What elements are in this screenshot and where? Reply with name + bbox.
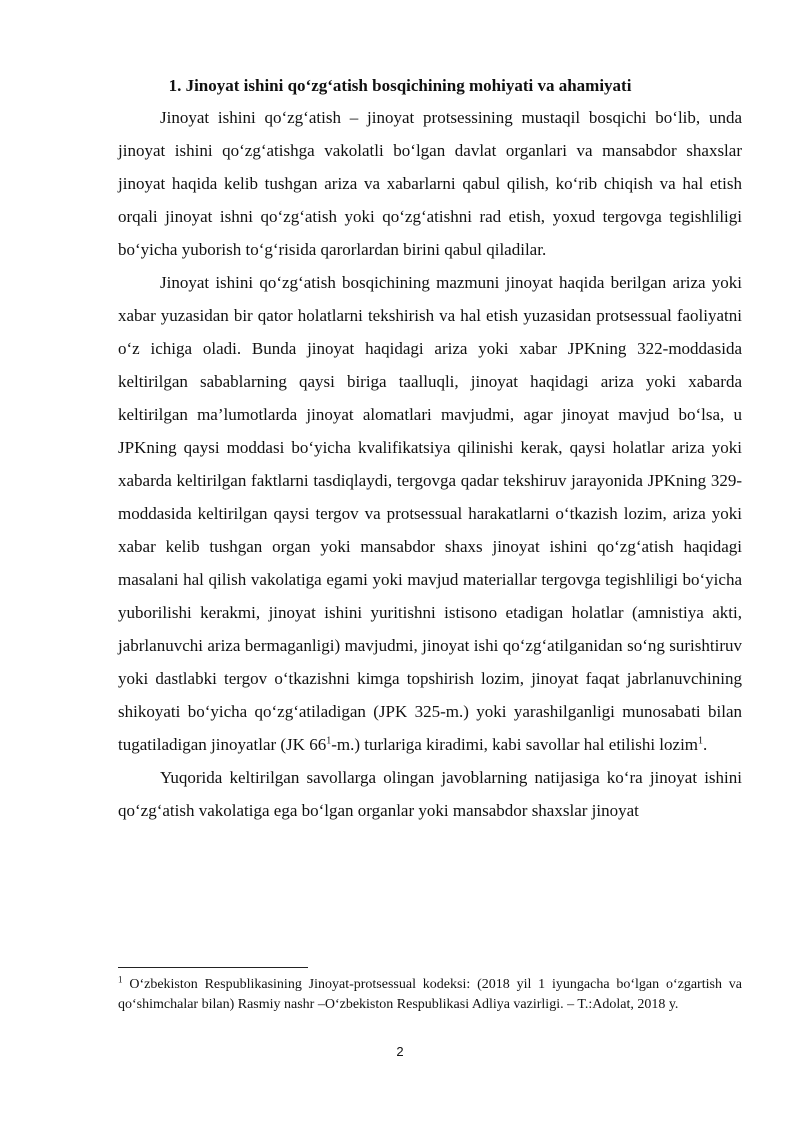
paragraph-1: Jinoyat ishini qo‘zg‘atish – jinoyat protsessining mustaqil bosqichi bo‘lib, unda jinoyat ishini qo‘zg‘atishga vakolatli bo‘lgan davlat organlari va mansabdor shaxslar jinoyat haqida kelib tushgan ariza va xabarlarni qabul qilish, ko‘rib chiqish va hal etish orqali jinoyat ishni qo‘zg‘atish yoki qo‘zg‘atishni rad etish, yoxud tergovga tegishliligi bo‘yicha yuborish to‘g‘risida qarorlardan birini qabul qiladilar. bbox=[118, 108, 742, 259]
footnote bbox=[118, 975, 742, 1015]
paragraph-2-end: . bbox=[703, 735, 708, 754]
footnote-separator bbox=[118, 967, 308, 968]
footnote-reference[interactable]: 1 bbox=[698, 735, 704, 747]
paragraph-3: Yuqorida keltirilgan savollarga olingan javoblarning natijasiga ko‘ra jinoyat ishini qo‘zg‘atish vakolatiga ega bo‘lgan organlar yoki mansabdor shaxslar jinoyat bbox=[118, 768, 742, 820]
paragraph-2-text-a: Jinoyat ishini qo‘zg‘atish bosqichining mazmuni jinoyat haqida berilgan ariza yoki xabar yuzasidan bir qator holatlarni tekshirish va hal etish yuzasidan protsessual faoliyatni o‘z ichiga oladi. Bunda jinoyat haqidagi ariza yoki xabar JPKning 322-moddasida keltirilgan sabablarning qaysi biriga taalluqli, jinoyat haqidagi ariza yoki xabarda keltirilgan ma’lumotlarda jinoyat alomatlari mavjudmi, agar jinoyat mavjud bo‘lsa, u JPKning qaysi moddasi bo‘yicha kvalifikatsiya qilinishi kerak, qaysi holatlar ariza yoki xabarda keltirilgan faktlarni tasdiqlaydi, tergovga qadar tekshiruv jarayonida JPKning 329-moddasida keltirilgan qaysi tergov va protsessual harakatlarni o‘tkazish lozim, ariza yoki xabar kelib tushgan organ yoki mansabdor shaxs jinoyat ishini qo‘zg‘atish haqidagi masalani hal qilish vakolatiga egami yoki mavjud materiallar tergovga tegishliligi bo‘yicha yuborilishi kerakmi, jinoyat ishini yuritishni istisono etadigan holatlar (amnistiya akti, jabrlanuvchi ariza bermaganligi) mavjudmi, jinoyat ishi qo‘zg‘atilganidan so‘ng surishtiruv yoki dastlabki tergov o‘tkazishni kimga topshirish lozim, jinoyat faqat jabrlanuvchining shikoyati bo‘yicha qo‘zg‘atiladigan (JPK 325-m.) yoki yarashilganligi munosabati bilan tugatiladigan jinoyatlar (JK 66 bbox=[118, 273, 742, 754]
page-number: 2 bbox=[396, 1044, 404, 1059]
paragraph-2 bbox=[118, 266, 742, 761]
paragraph-2-text-b: -m.) turlariga kiradimi, kabi savollar hal etilishi lozim bbox=[331, 735, 699, 754]
footnote-text: O‘zbekiston Respublikasining Jinoyat-protsessual kodeksi: (2018 yil 1 iyungacha bo‘lgan o‘zgartish va qo‘shimchalar bilan) Rasmiy nashr –O‘zbekiston Respublikasi Adliya vazirligi. – T.:Adolat, 2018 y. bbox=[118, 977, 742, 1012]
body-text bbox=[118, 101, 742, 827]
footnote-marker: 1 bbox=[118, 974, 123, 985]
article-superscript: 1 bbox=[326, 735, 332, 747]
section-heading: 1. Jinoyat ishini qo‘zg‘atish bosqichining mohiyati va ahamiyati bbox=[168, 76, 632, 95]
